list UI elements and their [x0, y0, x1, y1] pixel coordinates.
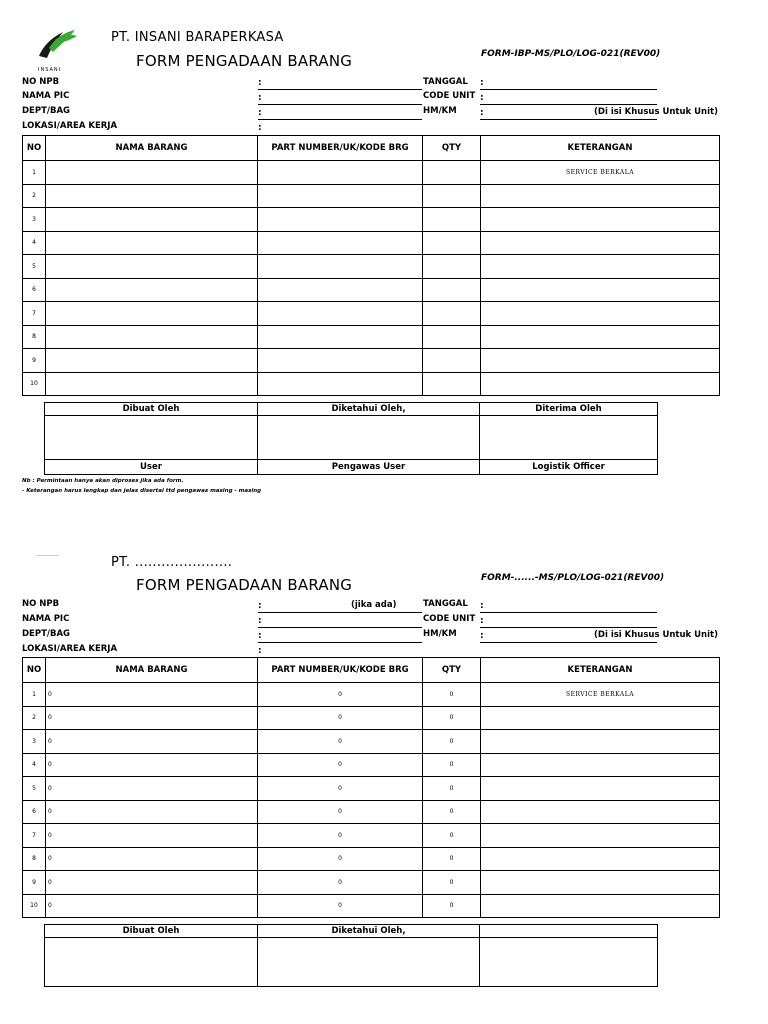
qty-cell[interactable]: 0: [423, 871, 481, 895]
row-no: 5: [23, 777, 46, 801]
label-nama-pic: NAMA PIC: [22, 614, 70, 624]
table-row: [23, 325, 720, 349]
row-no: 10: [23, 372, 46, 396]
nama-cell[interactable]: [46, 302, 258, 326]
table-row: [23, 231, 720, 255]
table-row: [23, 372, 720, 396]
colon: :: [480, 601, 484, 611]
nama-cell[interactable]: 0: [46, 894, 258, 918]
part-cell[interactable]: [258, 325, 423, 349]
part-cell[interactable]: 0: [258, 753, 423, 777]
row-no: 3: [23, 208, 46, 232]
qty-cell[interactable]: [423, 349, 481, 373]
header-nama-barang: NAMA BARANG: [46, 136, 258, 161]
qty-cell[interactable]: [423, 372, 481, 396]
sign-dibuat-box[interactable]: [45, 416, 258, 460]
part-cell[interactable]: [258, 231, 423, 255]
part-cell[interactable]: 0: [258, 683, 423, 707]
qty-cell[interactable]: 0: [423, 894, 481, 918]
header-part-number: PART NUMBER/UK/KODE BRG: [258, 136, 423, 161]
nama-cell[interactable]: [46, 184, 258, 208]
nama-cell[interactable]: [46, 255, 258, 279]
qty-cell[interactable]: 0: [423, 730, 481, 754]
part-cell[interactable]: [258, 372, 423, 396]
part-cell[interactable]: [258, 302, 423, 326]
nama-cell[interactable]: 0: [46, 871, 258, 895]
part-cell[interactable]: 0: [258, 894, 423, 918]
qty-cell[interactable]: [423, 208, 481, 232]
table-row: [23, 777, 720, 801]
nama-cell[interactable]: 0: [46, 800, 258, 824]
header-keterangan: KETERANGAN: [481, 658, 720, 683]
tanggal-field[interactable]: [480, 612, 657, 613]
qty-cell[interactable]: 0: [423, 777, 481, 801]
part-cell[interactable]: [258, 349, 423, 373]
qty-cell[interactable]: 0: [423, 683, 481, 707]
row-no: 8: [23, 847, 46, 871]
part-cell[interactable]: [258, 278, 423, 302]
label-hm-km: HM/KM: [423, 629, 457, 639]
label-lokasi: LOKASI/AREA KERJA: [22, 121, 118, 131]
sign-diketahui-label: Diketahui Oleh,: [258, 925, 480, 938]
table-row: [23, 730, 720, 754]
insani-logo: [33, 28, 79, 68]
sign-diketahui-label: Diketahui Oleh,: [258, 403, 480, 416]
table-row: [23, 683, 720, 707]
row-no: 9: [23, 349, 46, 373]
qty-cell[interactable]: [423, 302, 481, 326]
sign-diterima-box[interactable]: [480, 416, 658, 460]
part-cell[interactable]: 0: [258, 730, 423, 754]
keterangan-cell[interactable]: [481, 302, 720, 326]
keterangan-cell[interactable]: [481, 208, 720, 232]
nama-pic-field[interactable]: [258, 627, 422, 628]
colon: :: [480, 93, 484, 103]
label-code-unit: CODE UNIT: [423, 614, 476, 624]
form-title: FORM PENGADAAN BARANG: [136, 52, 353, 70]
form-code: FORM-IBP-MS/PLO/LOG-021(REV00): [481, 49, 661, 59]
no-npb-field[interactable]: [258, 612, 422, 613]
row-no: 4: [23, 231, 46, 255]
nama-cell[interactable]: 0: [46, 706, 258, 730]
sign-dibuat-label: Dibuat Oleh: [45, 403, 258, 416]
table-row: [23, 847, 720, 871]
part-cell[interactable]: 0: [258, 824, 423, 848]
row-no: 9: [23, 871, 46, 895]
table-row: [23, 894, 720, 918]
table-header-row: [23, 658, 720, 683]
table-row: [23, 161, 720, 185]
table-header-row: [23, 136, 720, 161]
nama-cell[interactable]: 0: [46, 847, 258, 871]
qty-cell[interactable]: [423, 325, 481, 349]
nama-pic-field[interactable]: [258, 104, 422, 105]
hm-note: (Di isi Khusus Untuk Unit): [594, 107, 718, 117]
note-line-1: Nb : Permintaan hanya akan diproses jika ada form.: [22, 478, 184, 484]
no-npb-field[interactable]: [258, 89, 422, 90]
keterangan-cell[interactable]: [481, 255, 720, 279]
hm-note: (Di isi Khusus Untuk Unit): [594, 630, 718, 640]
nama-cell[interactable]: [46, 325, 258, 349]
header-qty: QTY: [423, 658, 481, 683]
colon: :: [480, 78, 484, 88]
keterangan-cell[interactable]: SERVICE BERKALA: [481, 683, 720, 707]
header-no: NO: [23, 136, 46, 161]
company-name: PT. INSANI BARAPERKASA: [111, 30, 284, 45]
form-1: [0, 0, 768, 500]
nama-cell[interactable]: 0: [46, 683, 258, 707]
sign-logistik-label: Logistik Officer: [480, 460, 658, 475]
row-no: 10: [23, 894, 46, 918]
part-cell[interactable]: [258, 208, 423, 232]
row-no: 4: [23, 753, 46, 777]
table-row: [23, 800, 720, 824]
items-table: [22, 135, 720, 396]
nama-cell[interactable]: 0: [46, 777, 258, 801]
hm-km-field[interactable]: [480, 642, 657, 643]
row-no: 1: [23, 683, 46, 707]
keterangan-cell[interactable]: [481, 730, 720, 754]
table-row: [23, 824, 720, 848]
header-part-number: PART NUMBER/UK/KODE BRG: [258, 658, 423, 683]
sign-diterima-label: Diterima Oleh: [480, 403, 658, 416]
label-dept-bag: DEPT/BAG: [22, 106, 71, 116]
keterangan-cell[interactable]: [481, 231, 720, 255]
keterangan-cell[interactable]: SERVICE BERKALA: [481, 161, 720, 185]
qty-cell[interactable]: [423, 278, 481, 302]
row-no: 6: [23, 800, 46, 824]
qty-cell[interactable]: 0: [423, 847, 481, 871]
form-title: FORM PENGADAAN BARANG: [136, 576, 353, 594]
part-cell[interactable]: 0: [258, 847, 423, 871]
keterangan-cell[interactable]: [481, 325, 720, 349]
keterangan-cell[interactable]: [481, 800, 720, 824]
items-table: [22, 657, 720, 918]
nama-cell[interactable]: [46, 278, 258, 302]
dept-bag-field[interactable]: [258, 119, 422, 120]
qty-cell[interactable]: [423, 161, 481, 185]
code-unit-field[interactable]: [480, 627, 657, 628]
label-no-npb: NO NPB: [22, 77, 60, 87]
header-no: NO: [23, 658, 46, 683]
nama-cell[interactable]: 0: [46, 824, 258, 848]
sign-diterima-box[interactable]: [480, 938, 658, 987]
part-cell[interactable]: 0: [258, 777, 423, 801]
keterangan-cell[interactable]: [481, 753, 720, 777]
note-line-2: - Keterangan harus lengkap dan jelas disertai ttd pengawas masing - masing: [22, 488, 262, 494]
label-dept-bag: DEPT/BAG: [22, 629, 71, 639]
part-cell[interactable]: [258, 255, 423, 279]
qty-cell[interactable]: [423, 255, 481, 279]
row-no: 1: [23, 161, 46, 185]
qty-cell[interactable]: [423, 231, 481, 255]
keterangan-cell[interactable]: [481, 824, 720, 848]
row-no: 2: [23, 706, 46, 730]
colon: :: [480, 108, 484, 118]
header-qty: QTY: [423, 136, 481, 161]
row-no: 7: [23, 302, 46, 326]
sign-diterima-label: [480, 925, 658, 938]
code-unit-field[interactable]: [480, 104, 657, 105]
keterangan-cell[interactable]: [481, 894, 720, 918]
keterangan-cell[interactable]: [481, 777, 720, 801]
qty-cell[interactable]: [423, 184, 481, 208]
row-no: 8: [23, 325, 46, 349]
label-code-unit: CODE UNIT: [423, 91, 476, 101]
table-row: [23, 208, 720, 232]
sign-diketahui-box[interactable]: [258, 416, 480, 460]
table-row: [23, 278, 720, 302]
row-no: 5: [23, 255, 46, 279]
table-row: [23, 706, 720, 730]
row-no: 6: [23, 278, 46, 302]
sign-user-label: User: [45, 460, 258, 475]
colon: :: [258, 93, 262, 103]
label-hm-km: HM/KM: [423, 106, 457, 116]
sign-pengawas-label: Pengawas User: [258, 460, 480, 475]
colon: :: [258, 646, 262, 656]
part-cell[interactable]: 0: [258, 800, 423, 824]
colon: :: [258, 631, 262, 641]
table-row: [23, 753, 720, 777]
part-cell[interactable]: 0: [258, 706, 423, 730]
colon: :: [258, 78, 262, 88]
logo-placeholder-line: [36, 555, 58, 556]
row-no: 2: [23, 184, 46, 208]
colon: :: [258, 108, 262, 118]
label-nama-pic: NAMA PIC: [22, 91, 70, 101]
nama-cell[interactable]: 0: [46, 730, 258, 754]
colon: :: [258, 616, 262, 626]
company-name: PT. ......................: [111, 555, 233, 570]
row-no: 3: [23, 730, 46, 754]
sign-dibuat-label: Dibuat Oleh: [45, 925, 258, 938]
header-keterangan: KETERANGAN: [481, 136, 720, 161]
part-cell[interactable]: 0: [258, 871, 423, 895]
signature-table: [44, 402, 658, 475]
part-cell[interactable]: [258, 184, 423, 208]
colon: :: [258, 601, 262, 611]
keterangan-cell[interactable]: [481, 349, 720, 373]
npb-note: (jika ada): [351, 600, 397, 610]
dept-bag-field[interactable]: [258, 642, 422, 643]
keterangan-cell[interactable]: [481, 706, 720, 730]
colon: :: [258, 123, 262, 133]
keterangan-cell[interactable]: [481, 847, 720, 871]
nama-cell[interactable]: [46, 349, 258, 373]
table-row: [23, 871, 720, 895]
table-row: [23, 184, 720, 208]
qty-cell[interactable]: 0: [423, 824, 481, 848]
qty-cell[interactable]: 0: [423, 706, 481, 730]
tanggal-field[interactable]: [480, 89, 657, 90]
colon: :: [480, 631, 484, 641]
logo-text: INSANI: [38, 67, 62, 73]
keterangan-cell[interactable]: [481, 184, 720, 208]
keterangan-cell[interactable]: [481, 871, 720, 895]
part-cell[interactable]: [258, 161, 423, 185]
nama-cell[interactable]: [46, 231, 258, 255]
hm-km-field[interactable]: [480, 119, 657, 120]
row-no: 7: [23, 824, 46, 848]
table-row: [23, 302, 720, 326]
signature-table: [44, 924, 658, 987]
nama-cell[interactable]: [46, 372, 258, 396]
qty-cell[interactable]: 0: [423, 753, 481, 777]
keterangan-cell[interactable]: [481, 372, 720, 396]
form-2: [0, 522, 768, 1024]
label-no-npb: NO NPB: [22, 599, 60, 609]
form-code: FORM-......-MS/PLO/LOG-021(REV00): [481, 573, 665, 583]
nama-cell[interactable]: 0: [46, 753, 258, 777]
label-tanggal: TANGGAL: [423, 599, 468, 609]
keterangan-cell[interactable]: [481, 278, 720, 302]
qty-cell[interactable]: 0: [423, 800, 481, 824]
nama-cell[interactable]: [46, 161, 258, 185]
table-row: [23, 255, 720, 279]
colon: :: [480, 616, 484, 626]
label-lokasi: LOKASI/AREA KERJA: [22, 644, 118, 654]
sign-diketahui-box[interactable]: [258, 938, 480, 987]
sign-dibuat-box[interactable]: [45, 938, 258, 987]
label-tanggal: TANGGAL: [423, 77, 468, 87]
nama-cell[interactable]: [46, 208, 258, 232]
table-row: [23, 349, 720, 373]
header-nama-barang: NAMA BARANG: [46, 658, 258, 683]
